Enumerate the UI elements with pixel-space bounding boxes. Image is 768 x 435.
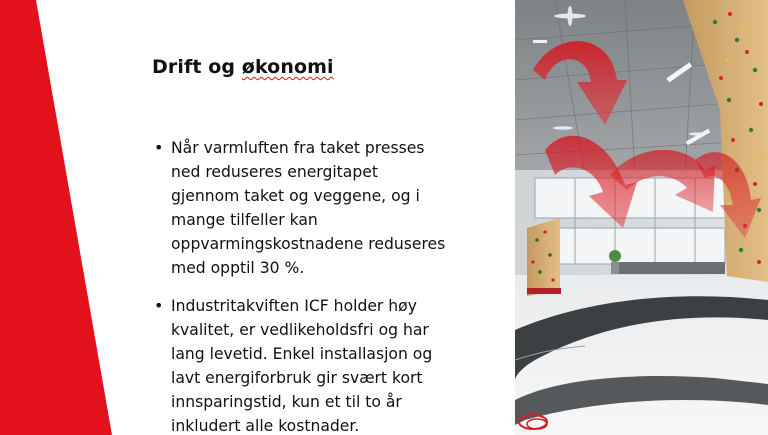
bullet-dot-icon: •: [154, 296, 164, 315]
bullet-dot-icon: •: [154, 138, 164, 157]
slide-title: [152, 56, 334, 78]
bullet-line: gjennom taket og veggene, og i: [171, 187, 420, 205]
bullet-line: ned reduseres energitapet: [171, 163, 378, 181]
bullet-line: mange tilfeller kan: [171, 211, 318, 229]
bullet-line: lang levetid. Enkel installasjon og: [171, 345, 433, 363]
bullet-line: Industritakviften ICF holder høy: [171, 297, 417, 315]
bullet-line: kvalitet, er vedlikeholdsfri og har: [171, 321, 429, 339]
bullet-line: med opptil 30 %.: [171, 259, 305, 277]
bullet-line: oppvarmingskostnadene reduseres: [171, 235, 446, 253]
bullet-line: lavt energiforbruk gir svært kort: [171, 369, 423, 387]
bullet-line: innsparingstid, kun et til to år: [171, 393, 402, 411]
title-word-underlined: økonomi: [241, 56, 334, 78]
bullet-line: Når varmluften fra taket presses: [171, 139, 425, 157]
bullet-item: [152, 294, 502, 435]
bullet-list: [152, 136, 502, 435]
bullet-line: inkludert alle kostnader.: [171, 417, 360, 435]
bullet-item: [152, 136, 502, 280]
climbing-hall-photo: [515, 0, 768, 435]
title-text: Drift og: [152, 56, 242, 78]
